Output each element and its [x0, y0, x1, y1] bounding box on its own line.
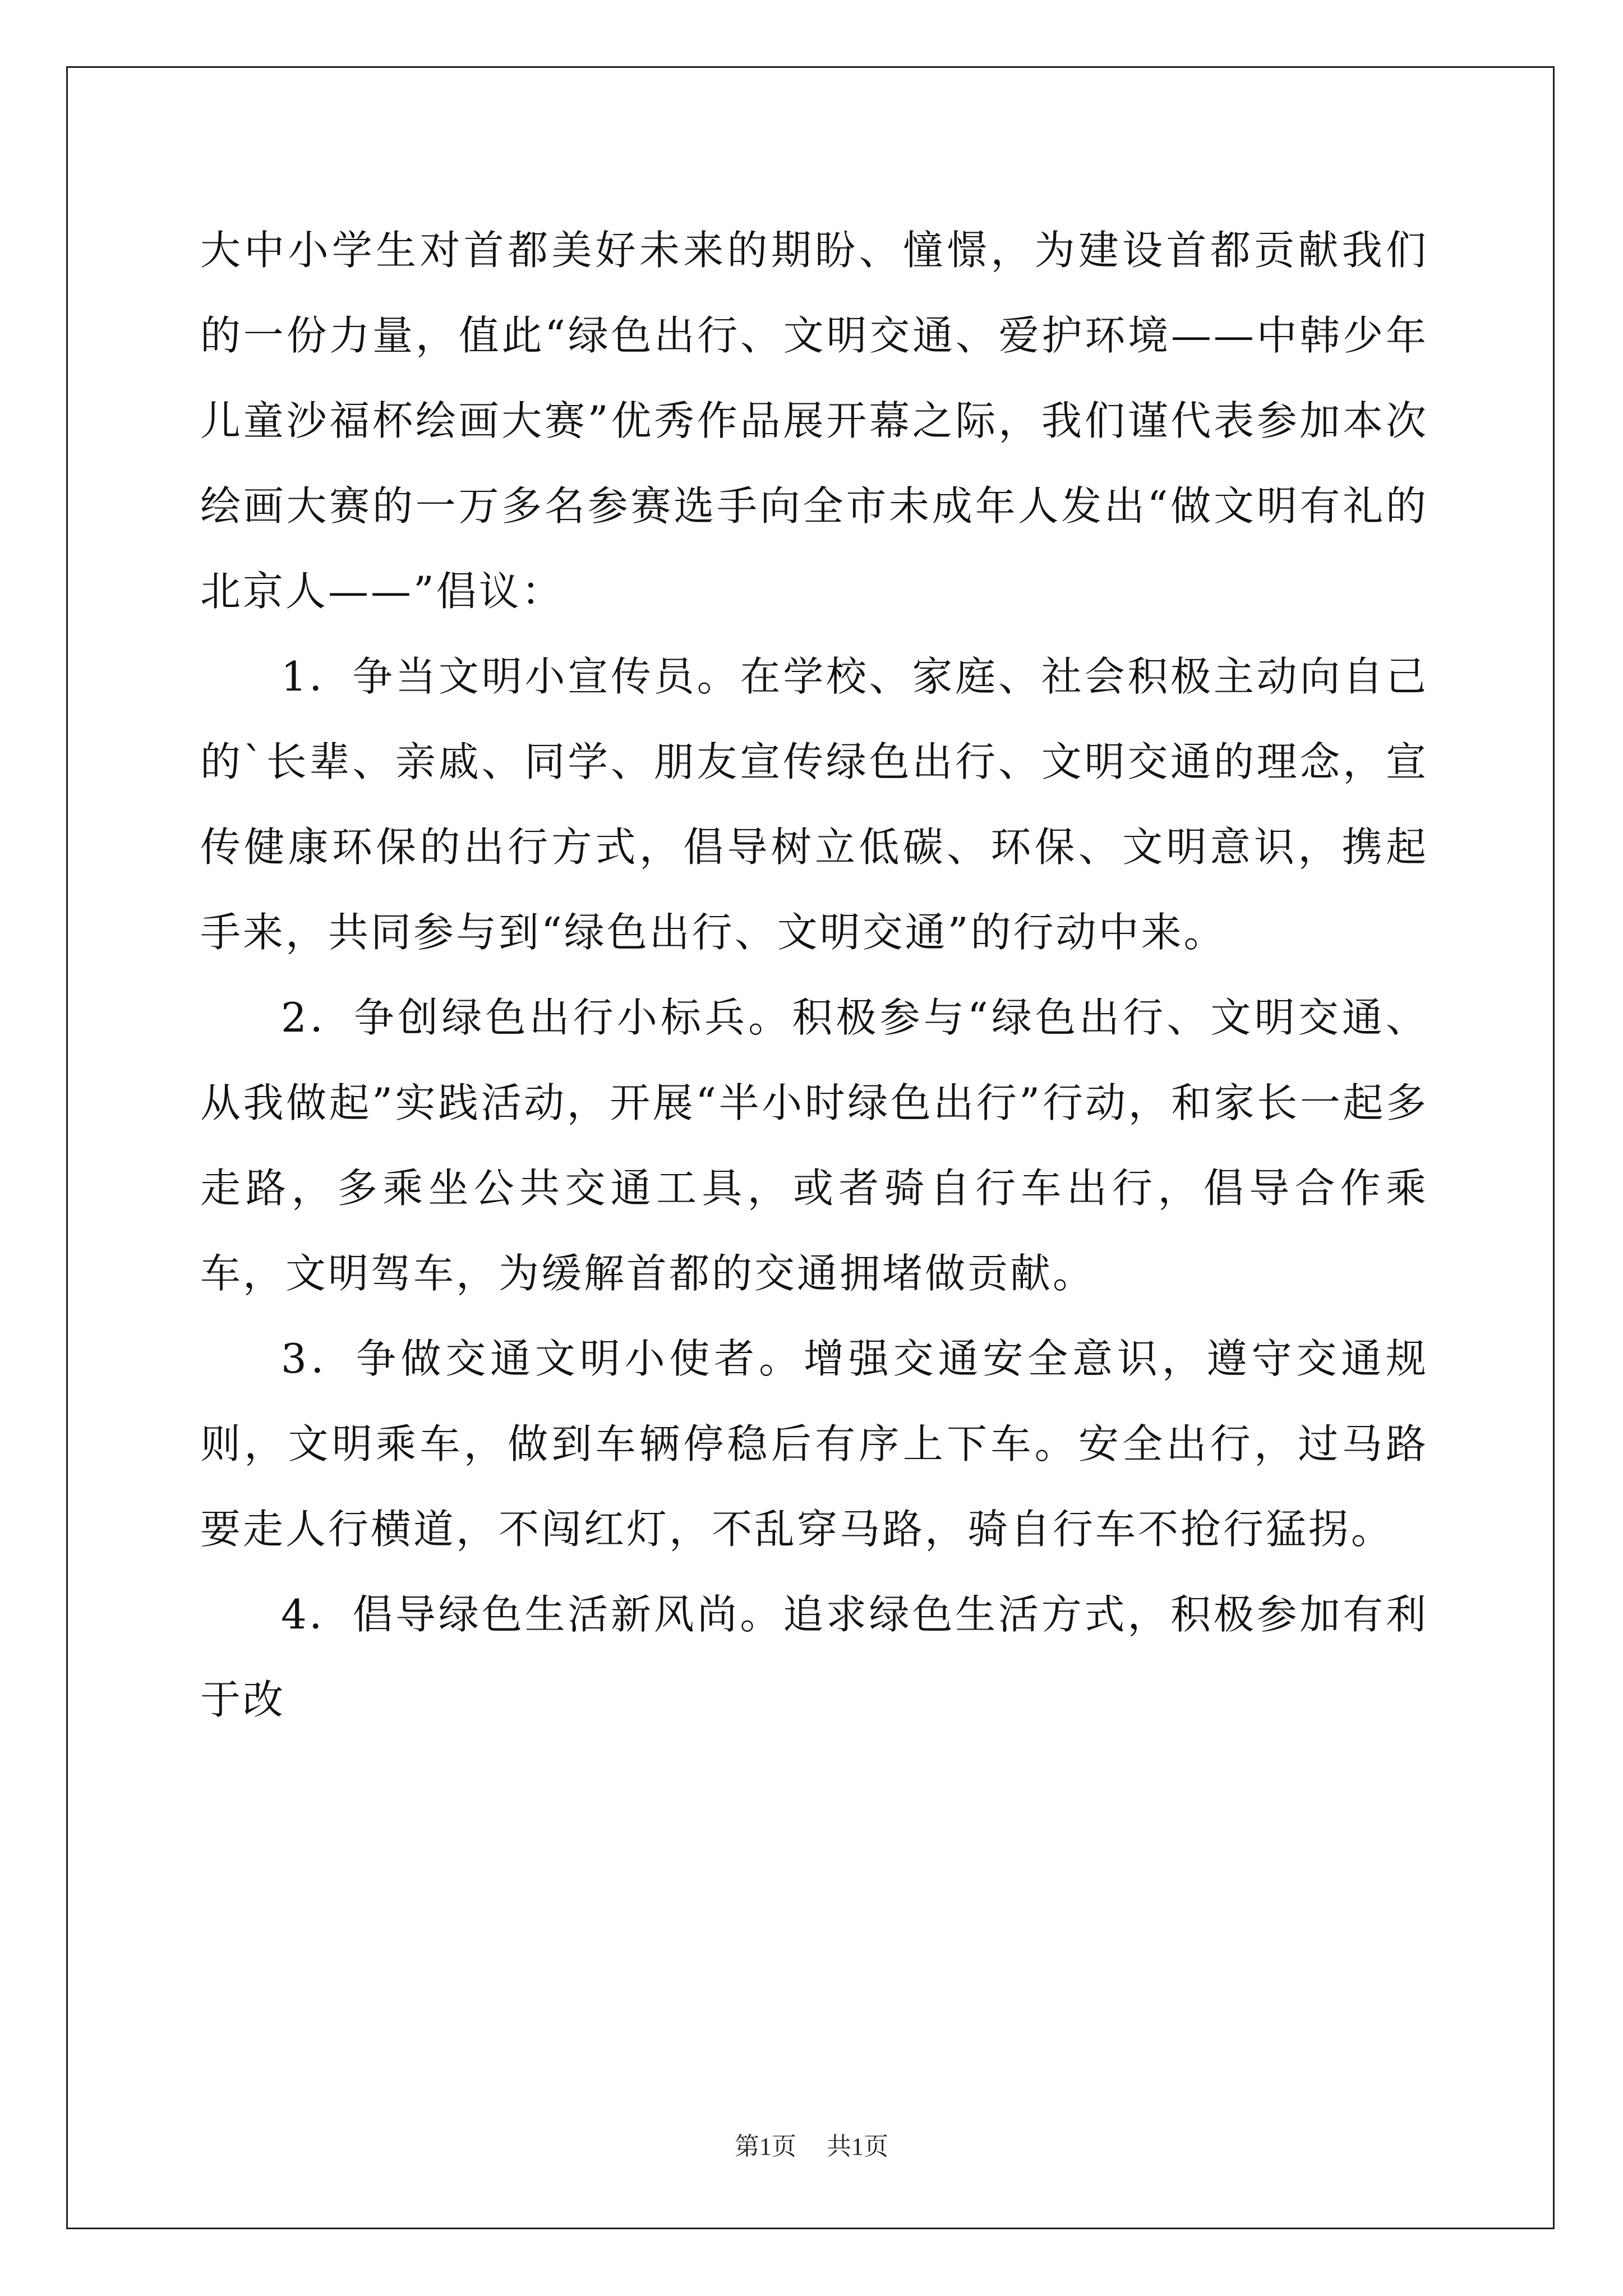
page-number-total: 共1页 [827, 2133, 888, 2160]
paragraph-item-3: 3．争做交通文明小使者。增强交通安全意识，遵守交通规则，文明乘车，做到车辆停稳后有序上下车。安全出行，过马路要走人行横道，不闯红灯，不乱穿马路，骑自行车不抢行猛拐。 [200, 1335, 1428, 1553]
paragraph-item-1: 1．争当文明小宣传员。在学校、家庭、社会积极主动向自己的`长辈、亲戚、同学、朋友宣传绿色出行、文明交通的理念，宣传健康环保的出行方式，倡导树立低碳、环保、文明意识，携起手来，共同参与到“绿色出行、文明交通”的行动中来。 [200, 653, 1428, 956]
paragraph-intro: 大中小学生对首都美好未来的期盼、憧憬，为建设首都贡献我们的一份力量，值此“绿色出行、文明交通、爱护环境——中韩少年儿童沙福杯绘画大赛”优秀作品展开幕之际，我们谨代表参加本次绘画大赛的一万多名参赛选手向全市未成年人发出“做文明有礼的北京人——”倡议： [200, 227, 1428, 615]
paragraph-item-4: 4．倡导绿色生活新风尚。追求绿色生活方式，积极参加有利于改 [200, 1591, 1428, 1723]
page-number-current: 第1页 [735, 2133, 796, 2160]
document-body [200, 208, 1428, 1742]
page-footer [0, 2126, 1623, 2162]
paragraph-item-2: 2．争创绿色出行小标兵。积极参与“绿色出行、文明交通、从我做起”实践活动，开展“半小时绿色出行”行动，和家长一起多走路，多乘坐公共交通工具，或者骑自行车出行，倡导合作乘车，文明驾车，为缓解首都的交通拥堵做贡献。 [200, 994, 1428, 1297]
